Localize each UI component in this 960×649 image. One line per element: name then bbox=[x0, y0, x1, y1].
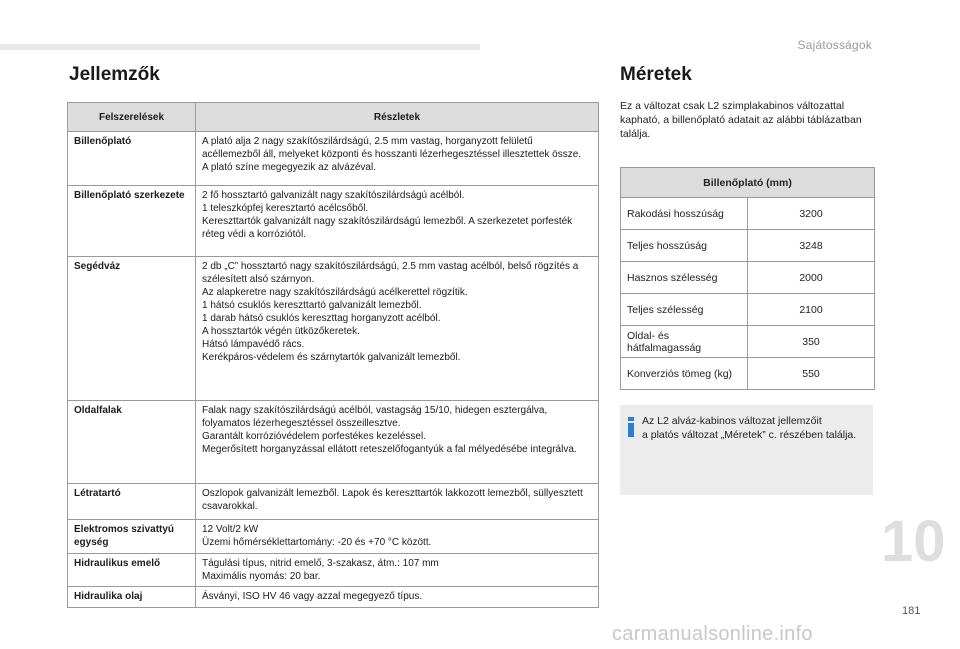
features-table-header bbox=[68, 103, 599, 132]
table-row bbox=[68, 401, 599, 484]
row-label: Segédváz bbox=[68, 257, 196, 401]
dimensions-table-header bbox=[621, 168, 875, 198]
detail-line: Falak nagy szakítószilárdságú acélból, vastagság 15/10, hidegen esztergálva, folyamatos lézerhegesztéssel összeillesztve. bbox=[202, 405, 548, 429]
detail-line: Kerékpáros-védelem és szárnytartók galvanizált lemezből. bbox=[202, 352, 461, 363]
dimension-label: Konverziós tömeg (kg) bbox=[621, 358, 748, 390]
detail-line: A plató színe megegyezik az alvázéval. bbox=[202, 162, 376, 173]
row-details bbox=[196, 401, 599, 484]
row-label: Billenőplató bbox=[68, 132, 196, 186]
dimension-value: 350 bbox=[748, 326, 875, 358]
table-row bbox=[68, 554, 599, 587]
dimension-value: 2000 bbox=[748, 262, 875, 294]
row-details bbox=[196, 257, 599, 401]
row-label: Hidraulikus emelő bbox=[68, 554, 196, 587]
table-row bbox=[621, 230, 875, 262]
row-details bbox=[196, 587, 599, 608]
table-row bbox=[68, 484, 599, 520]
detail-line: 12 Volt/2 kW bbox=[202, 524, 259, 535]
section-label: Sajátosságok bbox=[797, 38, 872, 52]
dimension-label: Rakodási hosszúság bbox=[621, 198, 748, 230]
detail-line: Az alapkeretre nagy szakítószilárdságú acélkerettel rögzítik. bbox=[202, 287, 468, 298]
detail-line: 2 db „C” hossztartó nagy szakítószilárdságú, 2.5 mm vastag acélból, belső rögzítés a szélesített alsó szárnyon. bbox=[202, 261, 579, 285]
dimension-value: 3248 bbox=[748, 230, 875, 262]
info-icon bbox=[627, 417, 635, 437]
header-details: Részletek bbox=[196, 103, 599, 132]
header-equipment: Felszerelések bbox=[68, 103, 196, 132]
dimension-value: 3200 bbox=[748, 198, 875, 230]
row-label: Létratartó bbox=[68, 484, 196, 520]
dimensions-table bbox=[620, 167, 875, 390]
detail-line: A hossztartók végén ütközőkeretek. bbox=[202, 326, 360, 337]
page-number: 181 bbox=[902, 605, 921, 617]
table-row bbox=[621, 326, 875, 358]
features-title: Jellemzők bbox=[69, 64, 160, 85]
row-label: Oldalfalak bbox=[68, 401, 196, 484]
table-row bbox=[621, 294, 875, 326]
info-note bbox=[620, 405, 873, 495]
dimensions-title: Méretek bbox=[620, 64, 692, 85]
row-details bbox=[196, 484, 599, 520]
dimension-label: Teljes szélesség bbox=[621, 294, 748, 326]
row-label: Elektromos szivattyú egység bbox=[68, 520, 196, 554]
dimension-value: 2100 bbox=[748, 294, 875, 326]
detail-line: 1 darab hátsó csuklós kereszttag horganyzott acélból. bbox=[202, 313, 441, 324]
detail-line: Hátsó lámpavédő rács. bbox=[202, 339, 305, 350]
table-row bbox=[68, 132, 599, 186]
row-details bbox=[196, 520, 599, 554]
detail-line: Megerősített horganyzással ellátott reteszelőfogantyúk a fal mélyedésébe integrálva. bbox=[202, 444, 577, 455]
detail-line: Maximális nyomás: 20 bar. bbox=[202, 571, 321, 582]
detail-line: A plató alja 2 nagy szakítószilárdságú, 2.5 mm vastag, horganyzott felületű acéllemezből áll, melyeket központi és hosszanti lézerhegesztéssel illesztettek össze. bbox=[202, 136, 582, 160]
table-row bbox=[68, 520, 599, 554]
chapter-number: 10 bbox=[881, 509, 946, 574]
features-table bbox=[67, 102, 599, 608]
row-details bbox=[196, 554, 599, 587]
detail-line: 1 hátsó csuklós kereszttartó galvanizált lemezből. bbox=[202, 300, 422, 311]
table-row bbox=[68, 186, 599, 257]
info-note-line: a platós változat „Méretek” c. részében találja. bbox=[642, 429, 857, 441]
row-label: Hidraulika olaj bbox=[68, 587, 196, 608]
table-row bbox=[621, 262, 875, 294]
detail-line: Ásványi, ISO HV 46 vagy azzal megegyező típus. bbox=[202, 591, 423, 602]
dimensions-intro: Ez a változat csak L2 szimplakabinos változattal kapható, a billenőplató adatait az alábbi táblázatban találja. bbox=[620, 100, 862, 140]
dimensions-header: Billenőplató (mm) bbox=[621, 168, 875, 198]
table-row bbox=[68, 587, 599, 608]
top-progress-bar bbox=[0, 44, 480, 50]
detail-line: Tágulási típus, nitrid emelő, 3-szakasz, átm.: 107 mm bbox=[202, 558, 439, 569]
table-row bbox=[68, 257, 599, 401]
dimension-label: Teljes hosszúság bbox=[621, 230, 748, 262]
info-note-text bbox=[642, 414, 868, 442]
row-details bbox=[196, 186, 599, 257]
detail-line: Garantált korrózióvédelem porfestékes kezeléssel. bbox=[202, 431, 426, 442]
table-row bbox=[621, 198, 875, 230]
info-note-line: Az L2 alváz-kabinos változat jellemzőit bbox=[642, 415, 822, 427]
dimension-label: Hasznos szélesség bbox=[621, 262, 748, 294]
table-row bbox=[621, 358, 875, 390]
dimension-value: 550 bbox=[748, 358, 875, 390]
detail-line: 1 teleszkópfej keresztartó acélcsőből. bbox=[202, 203, 369, 214]
row-details bbox=[196, 132, 599, 186]
row-label: Billenőplató szerkezete bbox=[68, 186, 196, 257]
watermark-text: carmanualsonline.info bbox=[612, 623, 813, 645]
detail-line: Üzemi hőmérséklettartomány: -20 és +70 °C között. bbox=[202, 537, 432, 548]
detail-line: 2 fő hossztartó galvanizált nagy szakítószilárdságú acélból. bbox=[202, 190, 465, 201]
detail-line: Oszlopok galvanizált lemezből. Lapok és kereszttartók lakkozott lemezből, süllyesztett csavarokkal. bbox=[202, 488, 583, 512]
dimension-label: Oldal- és hátfalmagasság bbox=[621, 326, 748, 358]
detail-line: Kereszttartók galvanizált nagy szakítószilárdságú lemezből. A szerkezetet porfesték réteg védi a korróziótól. bbox=[202, 216, 573, 240]
